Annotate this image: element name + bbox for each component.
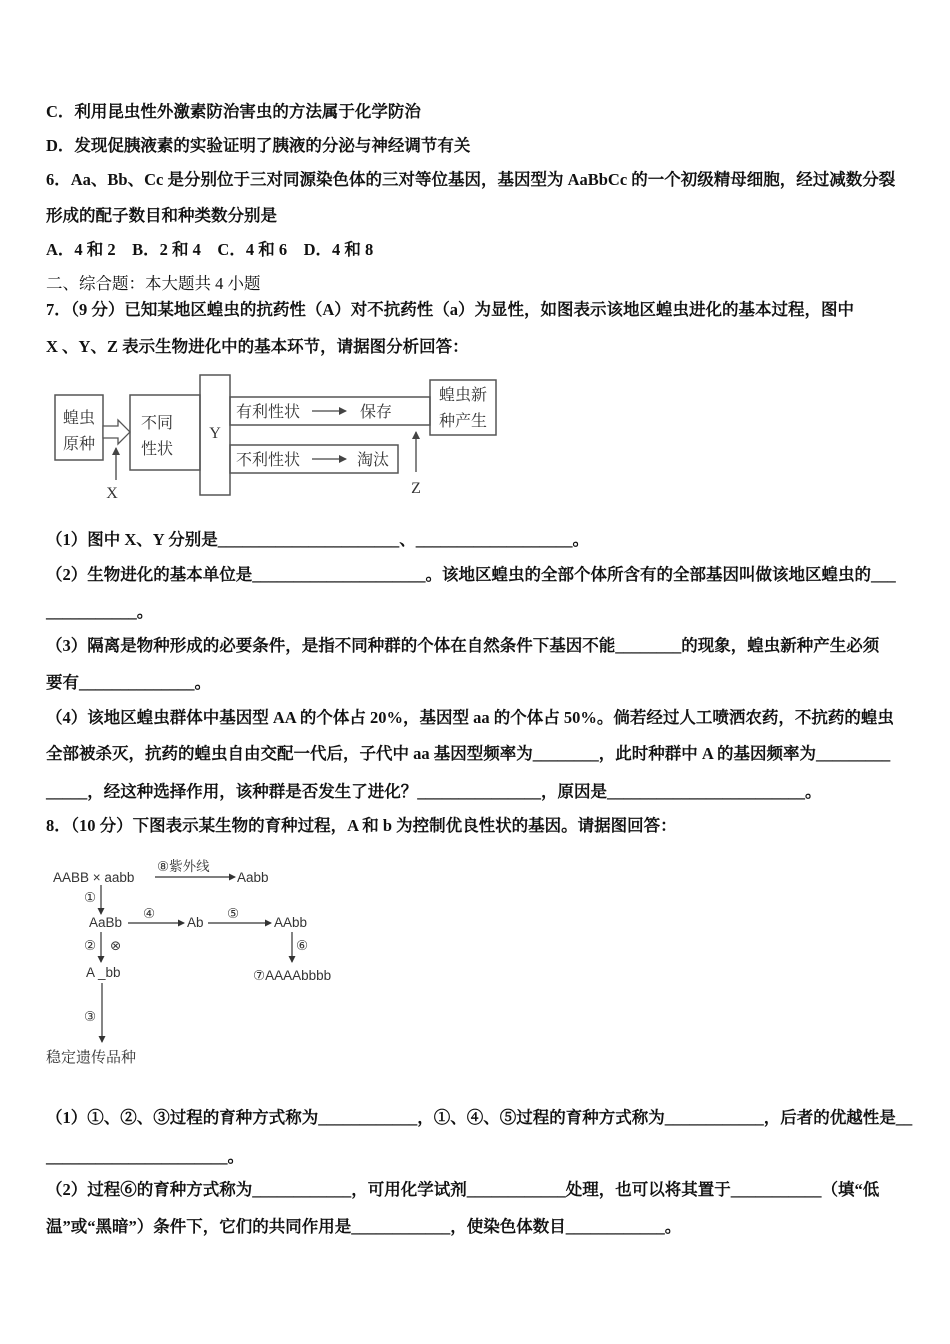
different-traits-box xyxy=(130,395,200,470)
q6-options: A．4 和 2 B．2 和 4 C．4 和 6 D．4 和 8 xyxy=(46,240,374,259)
q8-stem: 8．（10 分）下图表示某生物的育种过程，A 和 b 为控制优良性状的基因。请据图回答： xyxy=(46,816,677,835)
step6-label: ⑥ xyxy=(296,938,309,953)
q8-part2-line2: 温”或“黑暗”）条件下，它们的共同作用是____________，使染色体数目____________。 xyxy=(46,1217,682,1236)
locust-evolution-diagram xyxy=(0,360,520,505)
original-species-label-1: 蝗虫 xyxy=(62,410,96,427)
q7-part4-line3: _____，经这种选择作用，该种群是否发生了进化？_______________，原因是________________________。 xyxy=(46,782,822,801)
q7-part3-line2: 要有______________。 xyxy=(46,673,211,692)
step1-label: ① xyxy=(84,890,97,905)
mutant-genotype: Aabb xyxy=(237,870,269,885)
original-species-label-2: 原种 xyxy=(62,436,96,453)
stable-variety-label: 稳定遗传品种 xyxy=(46,1049,137,1066)
q6-stem-line2: 形成的配子数目和种类数分别是 xyxy=(46,206,277,225)
eliminated-label: 淘汰 xyxy=(357,452,390,469)
breeding-process-diagram xyxy=(0,845,360,1070)
new-species-label-2: 种产生 xyxy=(438,413,488,430)
unfavorable-trait-label: 不利性状 xyxy=(236,452,301,469)
q6-stem-line1: 6．Aa、Bb、Cc 是分别位于三对同源染色体的三对等位基因，基因型为 AaBbCc 的一个初级精母细胞，经过减数分裂 xyxy=(46,170,896,189)
homozygote-genotype: AAbb xyxy=(274,915,308,930)
q7-part1: （1）图中 X、Y 分别是______________________、___________________。 xyxy=(46,530,589,549)
q7-stem-line2: X 、Y、Z 表示生物进化中的基本环节，请据图分析回答： xyxy=(46,337,469,356)
a-bb-genotype: A _bb xyxy=(86,965,121,980)
q7-part2-line1: （2）生物进化的基本单位是_____________________。该地区蝗虫的全部个体所含有的全部基因叫做该地区蝗虫的___ xyxy=(46,565,896,584)
haploid-genotype: Ab xyxy=(187,915,204,930)
parent-cross: AABB × aabb xyxy=(53,870,135,885)
label-y: Y xyxy=(209,425,221,442)
step5-label: ⑤ xyxy=(227,906,240,921)
step8-uv-label: ⑧紫外线 xyxy=(157,859,210,874)
step4-label: ④ xyxy=(143,906,156,921)
q7-part3-line1: （3）隔离是物种形成的必要条件，是指不同种群的个体在自然条件下基因不能________的现象，蝗虫新种产生必须 xyxy=(46,636,880,655)
option-c: C．利用昆虫性外激素防治害虫的方法属于化学防治 xyxy=(46,102,421,121)
q7-part2-line2: ___________。 xyxy=(46,602,154,621)
q8-part1-line1: （1）①、②、③过程的育种方式称为____________，①、④、⑤过程的育种方式称为____________，后者的优越性是__ xyxy=(46,1108,913,1127)
q7-part4-line1: （4）该地区蝗虫群体中基因型 AA 的个体占 20%，基因型 aa 的个体占 50%。倘若经过人工喷洒农药，不抗药的蝗虫 xyxy=(46,708,894,727)
different-traits-label-1: 不同 xyxy=(140,415,174,432)
tetraploid-genotype: ⑦AAAAbbbb xyxy=(253,968,332,983)
f1-genotype: AaBb xyxy=(89,915,123,930)
q8-part1-line2: ______________________。 xyxy=(46,1147,244,1166)
favorable-trait-label: 有利性状 xyxy=(236,404,301,421)
step2-label: ② xyxy=(84,938,97,953)
preserved-label: 保存 xyxy=(360,404,393,421)
q8-part2-line1: （2）过程⑥的育种方式称为____________，可用化学试剂____________处理，也可以将其置于___________（填“低 xyxy=(46,1180,880,1199)
new-species-label-1: 蝗虫新 xyxy=(438,387,488,404)
q7-stem-line1: 7．（9 分）已知某地区蝗虫的抗药性（A）对不抗药性（a）为显性，如图表示该地区蝗虫进化的基本过程，图中 xyxy=(46,300,855,319)
step3-label: ③ xyxy=(84,1009,97,1024)
label-z: Z xyxy=(411,480,421,497)
different-traits-label-2: 性状 xyxy=(140,441,174,458)
hollow-arrow xyxy=(103,420,130,444)
option-d: D．发现促胰液素的实验证明了胰液的分泌与神经调节有关 xyxy=(46,136,471,155)
q7-part4-line2: 全部被杀灭，抗药的蝗虫自由交配一代后，子代中 aa 基因型频率为________，此时种群中 A 的基因频率为_________ xyxy=(46,744,891,763)
selfing-symbol: ⊗ xyxy=(110,938,122,953)
section-heading: 二、综合题：本大题共 4 小题 xyxy=(46,274,261,293)
label-x: X xyxy=(106,485,118,502)
